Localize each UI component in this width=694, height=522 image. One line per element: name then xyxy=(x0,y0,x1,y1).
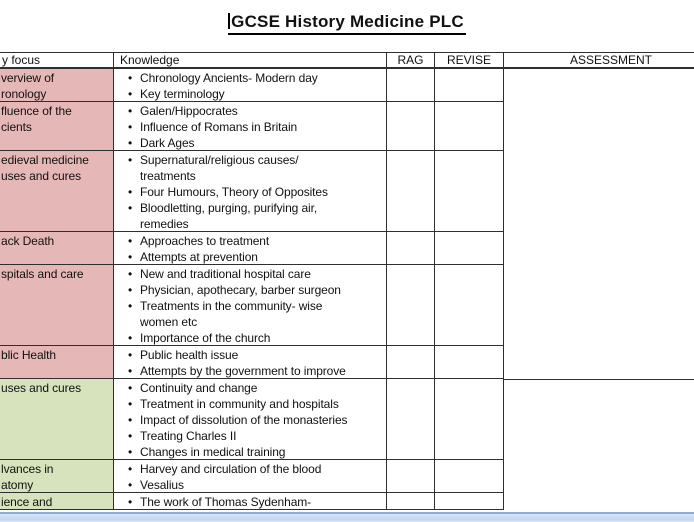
bullet-item: • Treating Charles II xyxy=(128,429,237,443)
revise-cell[interactable] xyxy=(435,460,504,492)
bullet-icon: • xyxy=(128,462,133,476)
rag-cell[interactable] xyxy=(387,379,435,459)
knowledge-cell[interactable] xyxy=(114,346,387,378)
key-focus-text: ack Death xyxy=(1,234,55,248)
bullet-icon: • xyxy=(128,348,133,362)
bullet-item: • Approaches to treatment xyxy=(128,234,270,248)
bullet-item: • Attempts by the government to improve xyxy=(128,364,346,378)
rag-cell[interactable] xyxy=(387,151,435,231)
bullet-item: • Key terminology xyxy=(128,87,225,101)
key-focus-text: edieval medicine xyxy=(1,153,89,167)
bullet-icon: • xyxy=(128,185,133,199)
bullet-icon: • xyxy=(128,104,133,118)
bullet-item: • Physician, apothecary, barber surgeon xyxy=(128,283,341,297)
revise-cell[interactable] xyxy=(435,265,504,345)
key-focus-cell[interactable] xyxy=(0,102,114,150)
bullet-item: • Impact of dissolution of the monasteries xyxy=(128,413,348,427)
bullet-item: • Galen/Hippocrates xyxy=(128,104,238,118)
rag-cell[interactable] xyxy=(387,346,435,378)
knowledge-cell[interactable] xyxy=(114,460,387,492)
key-focus-text: spitals and care xyxy=(1,267,84,281)
table-row xyxy=(0,102,504,151)
revise-cell[interactable] xyxy=(435,151,504,231)
bullet-item: • Attempts at prevention xyxy=(128,250,258,264)
horizontal-scrollbar[interactable] xyxy=(0,512,694,522)
bullet-icon: • xyxy=(128,250,133,264)
bullet-icon: • xyxy=(128,71,133,85)
bullet-icon: • xyxy=(128,445,133,459)
bullet-item: • Treatments in the community- wise xyxy=(128,299,323,313)
table-row xyxy=(0,151,504,232)
page-title-text: GCSE History Medicine PLC xyxy=(231,12,464,31)
key-focus-text: atomy xyxy=(1,478,34,492)
rag-cell[interactable] xyxy=(387,460,435,492)
bullet-icon: • xyxy=(128,234,133,248)
bullet-item: • Supernatural/religious causes/ xyxy=(128,153,299,167)
table-row xyxy=(0,379,504,460)
bullet-item: • Bloodletting, purging, purifying air, xyxy=(128,201,318,215)
revise-cell[interactable] xyxy=(435,69,504,101)
bullet-icon: • xyxy=(128,201,133,215)
rag-cell[interactable] xyxy=(387,232,435,264)
bullet-icon: • xyxy=(128,478,133,492)
table-row xyxy=(0,232,504,265)
bullet-item: • Harvey and circulation of the blood xyxy=(128,462,322,476)
bullet-item: • Four Humours, Theory of Opposites xyxy=(128,185,328,199)
key-focus-cell[interactable] xyxy=(0,69,114,101)
rag-cell[interactable] xyxy=(387,265,435,345)
bullet-item: • New and traditional hospital care xyxy=(128,267,311,281)
table-row xyxy=(0,493,504,510)
page-title[interactable] xyxy=(228,12,466,35)
bullet-item: • Influence of Romans in Britain xyxy=(128,120,298,134)
key-focus-text: lvances in xyxy=(1,462,54,476)
header-cell-assessment[interactable]: ASSESSMENT xyxy=(569,53,653,67)
bullet-icon: • xyxy=(128,331,133,345)
key-focus-cell[interactable] xyxy=(0,346,114,378)
knowledge-cell[interactable] xyxy=(114,151,387,231)
knowledge-cell[interactable] xyxy=(114,102,387,150)
bullet-item: • Changes in medical training xyxy=(128,445,286,459)
knowledge-cell[interactable] xyxy=(114,379,387,459)
bullet-icon: • xyxy=(128,413,133,427)
bullet-item: • Dark Ages xyxy=(128,136,195,150)
key-focus-cell[interactable] xyxy=(0,265,114,345)
key-focus-cell[interactable] xyxy=(0,379,114,459)
header-cell-revise[interactable]: REVISE xyxy=(435,53,504,67)
table-row xyxy=(0,460,504,493)
rag-cell[interactable] xyxy=(387,69,435,101)
bullet-icon: • xyxy=(128,120,133,134)
bullet-icon: • xyxy=(128,364,133,378)
key-focus-text: verview of xyxy=(1,71,55,85)
table-header-row xyxy=(0,52,694,69)
rag-cell[interactable] xyxy=(387,102,435,150)
table-rows xyxy=(0,69,504,510)
bullet-icon: • xyxy=(128,153,133,167)
knowledge-cell[interactable] xyxy=(114,493,387,509)
revise-cell[interactable] xyxy=(435,379,504,459)
bullet-item-wrap: remedies xyxy=(140,217,189,231)
key-focus-cell[interactable] xyxy=(0,493,114,509)
revise-cell[interactable] xyxy=(435,346,504,378)
header-cell-knowledge[interactable]: Knowledge xyxy=(114,53,387,67)
bullet-item: • Vesalius xyxy=(128,478,184,492)
key-focus-text: ronology xyxy=(1,87,47,101)
bullet-icon: • xyxy=(128,381,133,395)
key-focus-text: blic Health xyxy=(1,348,56,362)
table-row xyxy=(0,265,504,346)
bullet-item-wrap: treatments xyxy=(140,169,196,183)
header-cell-key-focus[interactable]: y focus xyxy=(0,53,114,67)
bullet-item: • Public health issue xyxy=(128,348,239,362)
rag-cell[interactable] xyxy=(387,493,435,509)
bullet-item: • Continuity and change xyxy=(128,381,258,395)
bullet-icon: • xyxy=(128,429,133,443)
key-focus-text: ience and xyxy=(1,495,53,509)
knowledge-cell[interactable] xyxy=(114,69,387,101)
bullet-icon: • xyxy=(128,283,133,297)
bullet-item: • Treatment in community and hospitals xyxy=(128,397,339,411)
table-row xyxy=(0,346,504,379)
table-row xyxy=(0,69,504,102)
plc-table xyxy=(0,52,694,510)
bullet-icon: • xyxy=(128,136,133,150)
header-cell-rag[interactable]: RAG xyxy=(387,53,435,67)
bullet-item: • The work of Thomas Sydenham- xyxy=(128,495,312,509)
knowledge-cell[interactable] xyxy=(114,265,387,345)
revise-cell[interactable] xyxy=(435,493,504,509)
bullet-icon: • xyxy=(128,87,133,101)
key-focus-text: uses and cures xyxy=(1,381,81,395)
bullet-item: • Importance of the church xyxy=(128,331,271,345)
knowledge-cell[interactable] xyxy=(114,232,387,264)
text-cursor xyxy=(228,13,230,29)
bullet-icon: • xyxy=(128,495,133,509)
bullet-icon: • xyxy=(128,267,133,281)
key-focus-text: cients xyxy=(1,120,32,134)
key-focus-cell[interactable] xyxy=(0,151,114,231)
assessment-divider xyxy=(504,379,694,380)
key-focus-text: uses and cures xyxy=(1,169,81,183)
revise-cell[interactable] xyxy=(435,232,504,264)
bullet-icon: • xyxy=(128,299,133,313)
key-focus-cell[interactable] xyxy=(0,232,114,264)
bullet-item: • Chronology Ancients- Modern day xyxy=(128,71,318,85)
bullet-item-wrap: women etc xyxy=(140,315,198,329)
key-focus-cell[interactable] xyxy=(0,460,114,492)
revise-cell[interactable] xyxy=(435,102,504,150)
title-area xyxy=(0,12,694,35)
key-focus-text: fluence of the xyxy=(1,104,72,118)
bullet-icon: • xyxy=(128,397,133,411)
